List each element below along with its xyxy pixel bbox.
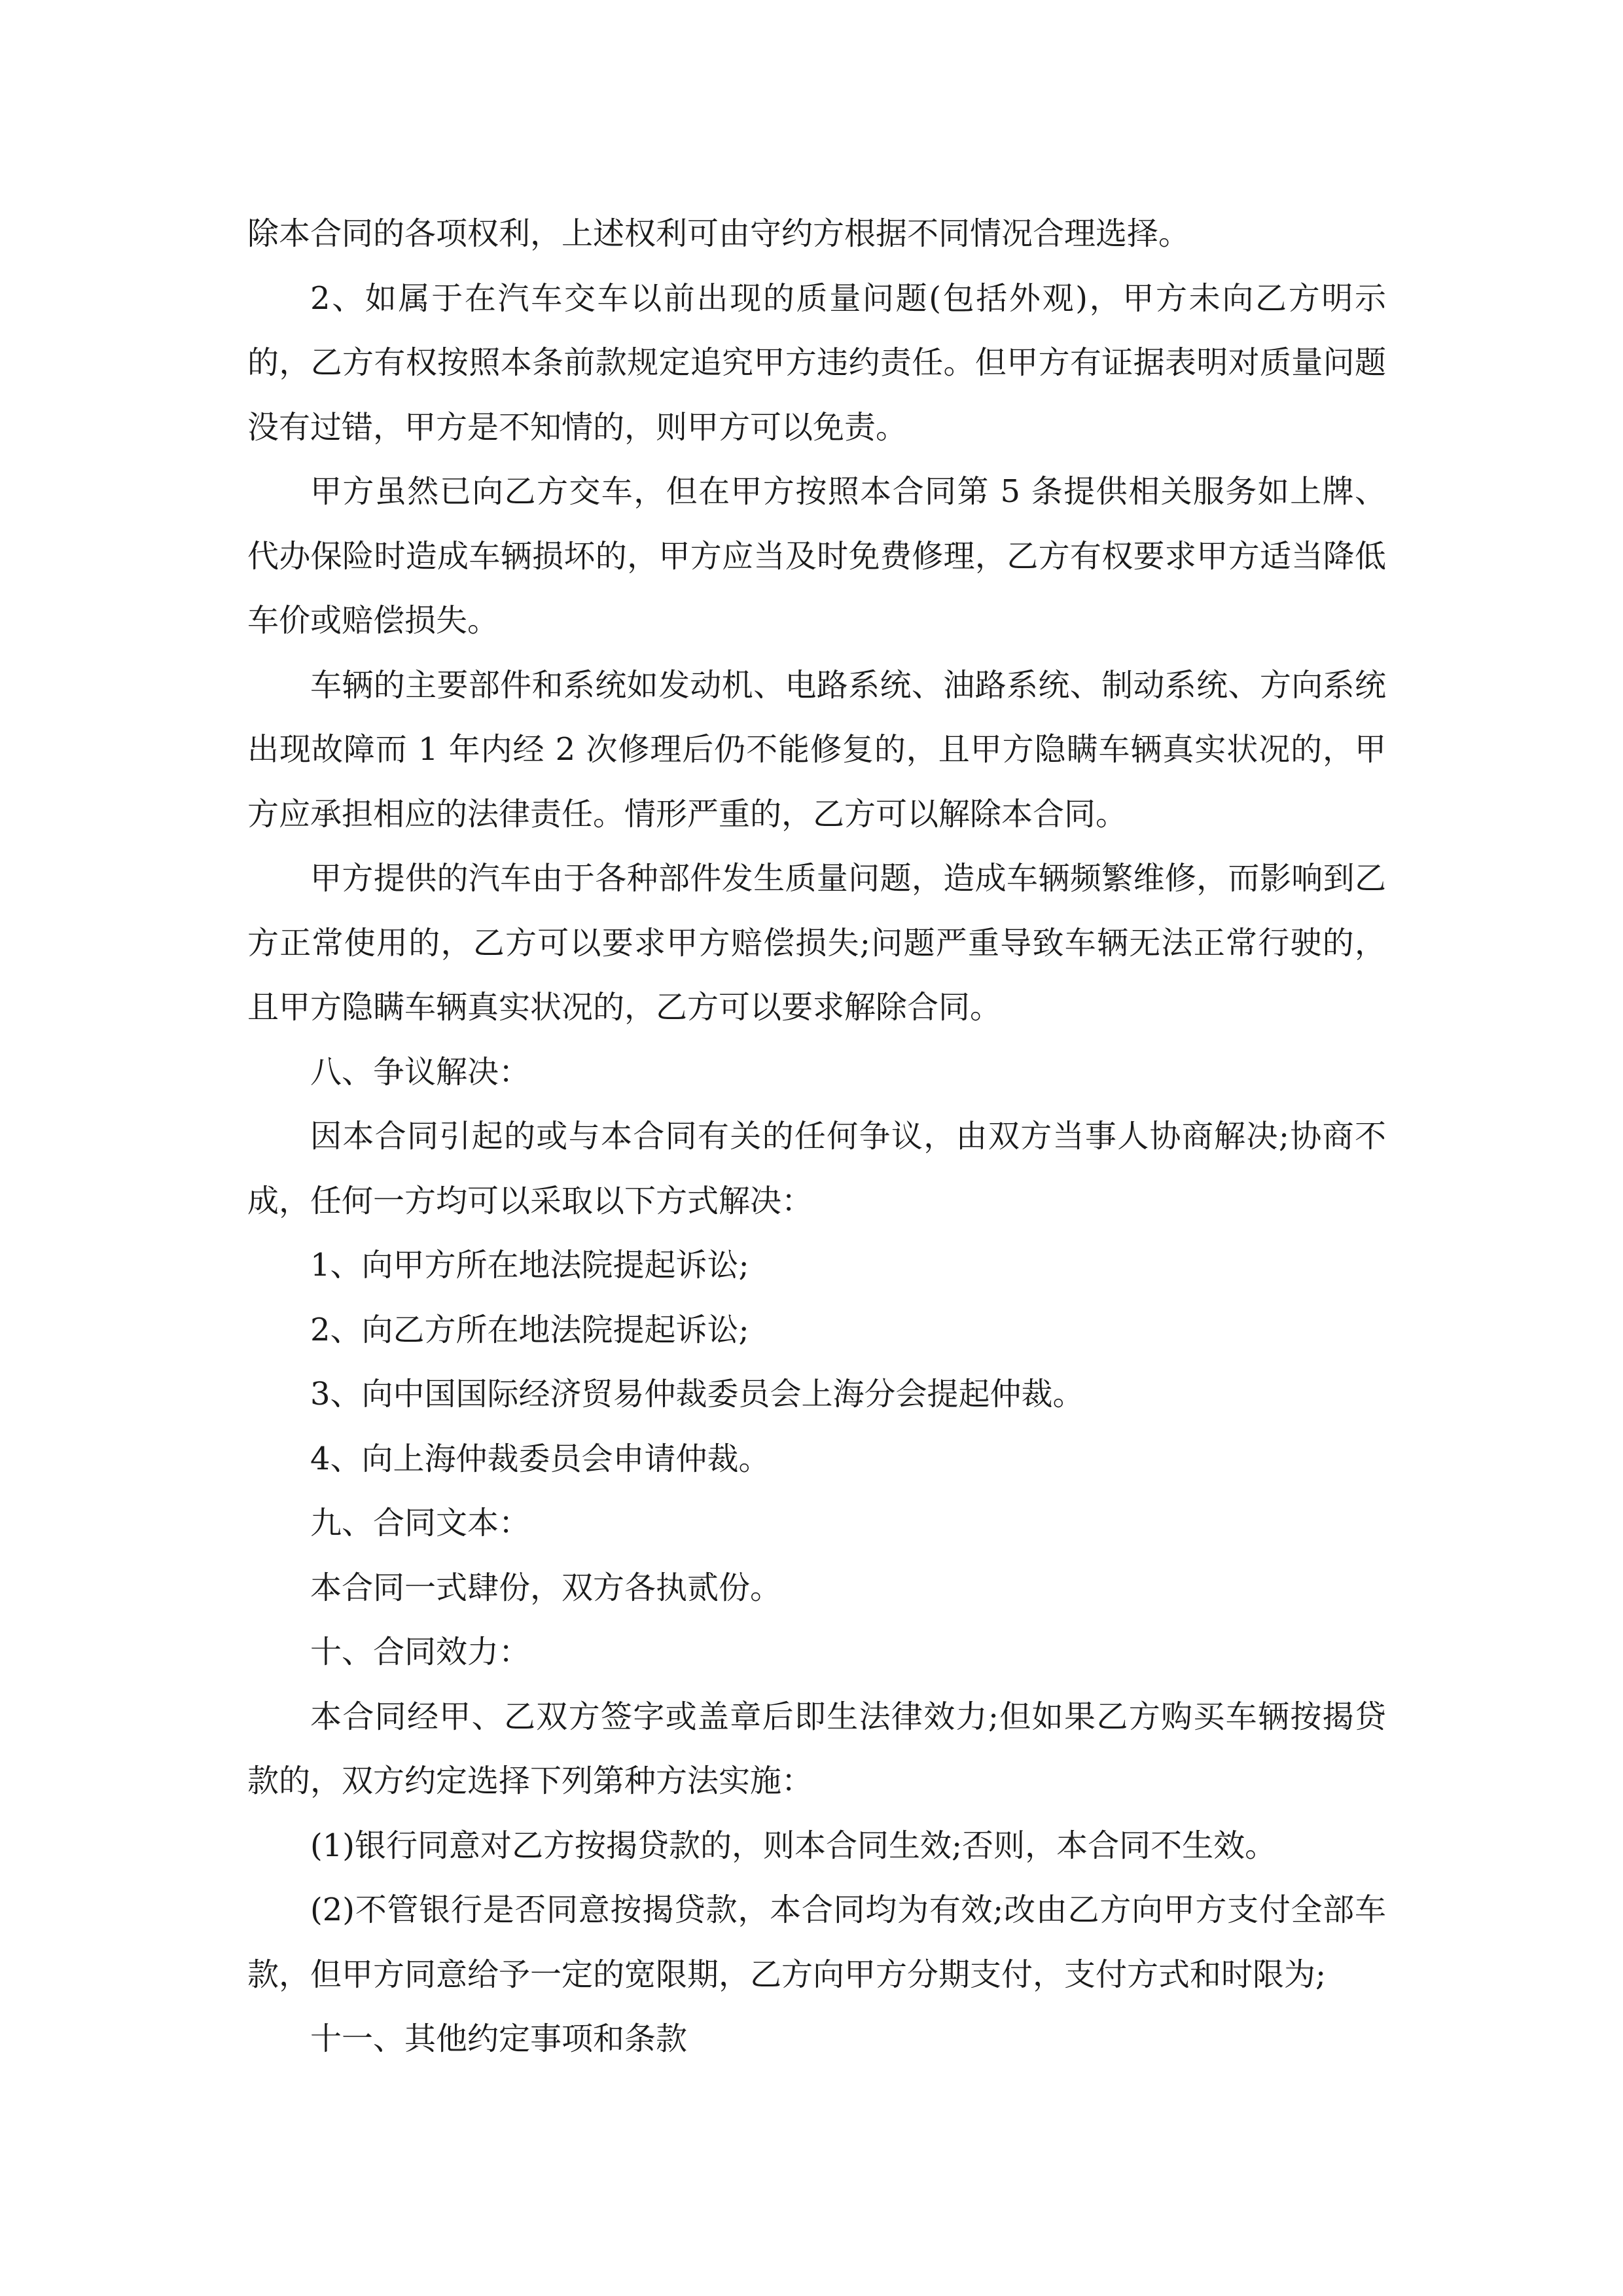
paragraph-damage-during-service: 甲方虽然已向乙方交车，但在甲方按照本合同第 5 条提供相关服务如上牌、代办保险时造成车辆损坏的，甲方应当及时免费修理，乙方有权要求甲方适当降低车价或赔偿损失。 xyxy=(247,473,1386,639)
section-heading-other-terms: 十一、其他约定事项和条款 xyxy=(310,2020,688,2057)
paragraph-quality-before-delivery: 2、如属于在汽车交车以前出现的质量问题(包括外观)，甲方未向乙方明示的，乙方有权按照本条前款规定追究甲方违约责任。但甲方有证据表明对质量问题没有过错，甲方是不知情的，则甲方可以免责。 xyxy=(247,279,1386,446)
paragraph-major-component-failure: 车辆的主要部件和系统如发动机、电路系统、油路系统、制动系统、方向系统出现故障而 1 年内经 2 次修理后仍不能修复的，且甲方隐瞒车辆真实状况的，甲方应承担相应的法律责任。情形严重的，乙方可以解除本合同。 xyxy=(247,666,1386,833)
section-heading-contract-effect: 十、合同效力： xyxy=(310,1634,531,1670)
paragraph-frequent-repairs: 甲方提供的汽车由于各种部件发生质量问题，造成车辆频繁维修，而影响到乙方正常使用的，乙方可以要求甲方赔偿损失;问题严重导致车辆无法正常行驶的，且甲方隐瞒车辆真实状况的，乙方可以要求解除合同。 xyxy=(247,860,1386,1026)
paragraph-contract-effect: 本合同经甲、乙双方签字或盖章后即生法律效力;但如果乙方购买车辆按揭贷款的，双方约定选择下列第种方法实施： xyxy=(247,1698,1386,1799)
paragraph-contract-copies: 本合同一式肆份，双方各执贰份。 xyxy=(310,1569,782,1606)
paragraph-dispute-negotiation: 因本合同引起的或与本合同有关的任何争议，由双方当事人协商解决;协商不成，任何一方均可以采取以下方式解决： xyxy=(247,1118,1386,1219)
list-item-dispute-option-3: 3、向中国国际经济贸易仲裁委员会上海分会提起仲裁。 xyxy=(310,1376,1084,1412)
list-item-dispute-option-1: 1、向甲方所在地法院提起诉讼; xyxy=(310,1247,749,1283)
list-item-effect-option-2: (2)不管银行是否同意按揭贷款，本合同均为有效;改由乙方向甲方支付全部车款，但甲方同意给予一定的宽限期，乙方向甲方分期支付，支付方式和时限为; xyxy=(247,1892,1386,1993)
list-item-dispute-option-4: 4、向上海仲裁委员会申请仲裁。 xyxy=(310,1440,770,1477)
section-heading-dispute-resolution: 八、争议解决： xyxy=(310,1053,531,1090)
section-heading-contract-text: 九、合同文本： xyxy=(310,1505,531,1541)
document-body xyxy=(247,202,1386,2072)
paragraph-rights-selection: 除本合同的各项权利，上述权利可由守约方根据不同情况合理选择。 xyxy=(247,215,1190,252)
list-item-dispute-option-2: 2、向乙方所在地法院提起诉讼; xyxy=(310,1311,749,1348)
list-item-effect-option-1: (1)银行同意对乙方按揭贷款的，则本合同生效;否则，本合同不生效。 xyxy=(310,1827,1277,1864)
